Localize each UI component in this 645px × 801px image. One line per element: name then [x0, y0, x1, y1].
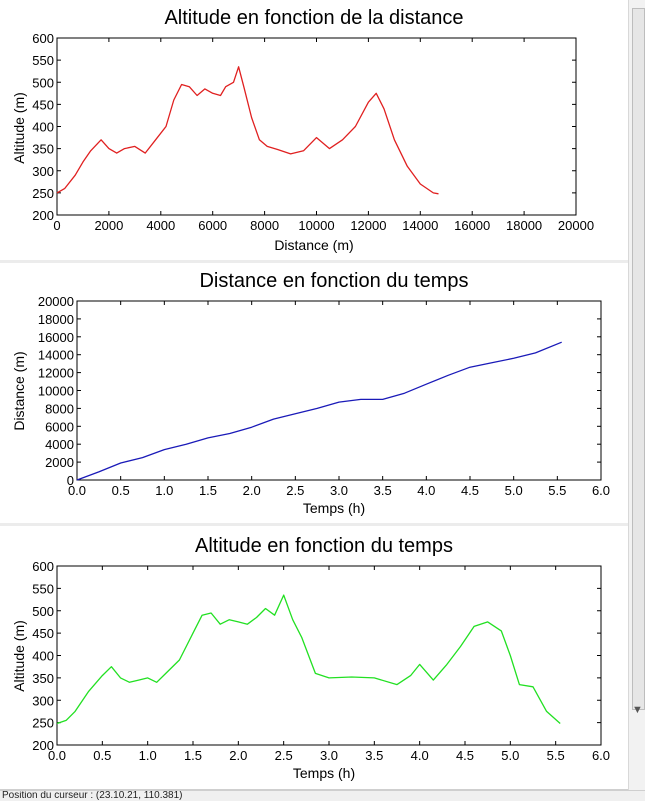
x-tick-label: 6000 — [198, 218, 228, 233]
x-tick-label: 2.0 — [242, 483, 261, 498]
x-tick-label: 8000 — [250, 218, 280, 233]
y-tick-label: 450 — [32, 626, 54, 642]
chart-title: Distance en fonction du temps — [199, 270, 469, 292]
x-tick-label: 16000 — [454, 218, 491, 233]
x-tick-label: 20000 — [557, 218, 595, 233]
y-tick-label: 250 — [32, 715, 54, 731]
y-tick-label: 500 — [32, 75, 54, 91]
x-tick-label: 6.0 — [591, 483, 611, 498]
x-tick-label: 3.5 — [373, 483, 392, 498]
x-tick-label: 3.0 — [319, 748, 339, 763]
x-tick-label: 18000 — [506, 218, 543, 233]
scroll-down-icon[interactable]: ▼ — [632, 704, 643, 716]
x-tick-label: 2.5 — [286, 483, 305, 498]
x-tick-label: 10000 — [298, 218, 335, 233]
y-tick-label: 450 — [32, 97, 54, 113]
chart-alt-dist — [0, 0, 628, 260]
chart-title: Altitude en fonction du temps — [195, 535, 453, 557]
x-tick-label: 12000 — [350, 218, 387, 233]
y-tick-label: 400 — [32, 648, 54, 664]
chart-alt-time — [0, 526, 628, 789]
y-tick-label: 350 — [32, 670, 54, 686]
chart-panel-altitude-time — [0, 526, 628, 790]
x-tick-label: 1.5 — [183, 748, 203, 763]
y-axis-label: Altitude (m) — [11, 92, 27, 164]
vertical-scrollbar[interactable] — [628, 0, 645, 790]
chart-title: Altitude en fonction de la distance — [164, 7, 464, 29]
y-tick-label: 16000 — [37, 329, 74, 345]
y-tick-label: 200 — [32, 738, 54, 753]
y-tick-label: 6000 — [45, 419, 74, 435]
y-tick-label: 350 — [32, 141, 54, 157]
chart-dist-time — [0, 263, 628, 523]
cursor-position-text: Position du curseur : (23.10.21, 110.381) — [2, 790, 183, 801]
x-tick-label: 5.5 — [546, 748, 565, 763]
y-tick-label: 300 — [32, 693, 54, 709]
x-axis-label: Distance (m) — [274, 237, 354, 253]
y-axis-label: Distance (m) — [11, 351, 27, 431]
plot-frame — [57, 566, 601, 745]
x-tick-label: 0 — [53, 218, 61, 233]
y-tick-label: 20000 — [37, 294, 74, 309]
y-tick-label: 14000 — [37, 347, 74, 363]
x-tick-label: 14000 — [402, 218, 439, 233]
y-tick-label: 500 — [32, 603, 54, 619]
y-tick-label: 12000 — [37, 365, 74, 381]
y-tick-label: 200 — [32, 208, 54, 223]
chart-panel-altitude-distance — [0, 0, 628, 261]
x-tick-label: 1.0 — [155, 483, 174, 498]
y-tick-label: 8000 — [45, 401, 74, 417]
series-line — [57, 67, 439, 194]
x-tick-label: 2000 — [94, 218, 124, 233]
x-tick-label: 0.5 — [111, 483, 130, 498]
status-bar — [0, 790, 645, 801]
y-tick-label: 10000 — [37, 383, 74, 399]
x-tick-label: 5.0 — [504, 483, 523, 498]
y-tick-label: 550 — [32, 53, 54, 69]
y-tick-label: 250 — [32, 185, 54, 201]
y-axis-label: Altitude (m) — [11, 620, 27, 692]
y-tick-label: 4000 — [45, 437, 74, 453]
x-tick-label: 1.5 — [198, 483, 218, 498]
x-tick-label: 4.5 — [455, 748, 475, 763]
y-tick-label: 18000 — [37, 311, 74, 327]
x-tick-label: 0.0 — [47, 748, 67, 763]
x-tick-label: 6.0 — [591, 748, 611, 763]
x-tick-label: 2.5 — [274, 748, 293, 763]
x-tick-label: 1.0 — [138, 748, 157, 763]
x-tick-label: 4000 — [146, 218, 176, 233]
plot-frame — [57, 38, 576, 215]
x-tick-label: 0.5 — [93, 748, 112, 763]
x-tick-label: 5.0 — [501, 748, 520, 763]
y-tick-label: 550 — [32, 581, 54, 597]
x-axis-label: Temps (h) — [292, 765, 356, 781]
x-tick-label: 3.5 — [365, 748, 384, 763]
x-tick-label: 2.0 — [229, 748, 248, 763]
x-axis-label: Temps (h) — [302, 500, 366, 516]
series-line — [57, 595, 560, 723]
x-tick-label: 3.0 — [329, 483, 349, 498]
series-line — [77, 342, 562, 480]
y-tick-label: 400 — [32, 119, 54, 135]
chart-panel-distance-time — [0, 263, 628, 524]
x-tick-label: 4.0 — [417, 483, 436, 498]
y-tick-label: 0 — [66, 473, 74, 488]
x-tick-label: 0.0 — [67, 483, 87, 498]
y-tick-label: 600 — [32, 31, 54, 46]
y-tick-label: 600 — [32, 559, 54, 574]
scrollbar-thumb[interactable] — [632, 8, 645, 710]
x-tick-label: 4.0 — [410, 748, 429, 763]
y-tick-label: 300 — [32, 163, 54, 179]
x-tick-label: 5.5 — [548, 483, 567, 498]
y-tick-label: 2000 — [45, 455, 74, 471]
x-tick-label: 4.5 — [460, 483, 480, 498]
